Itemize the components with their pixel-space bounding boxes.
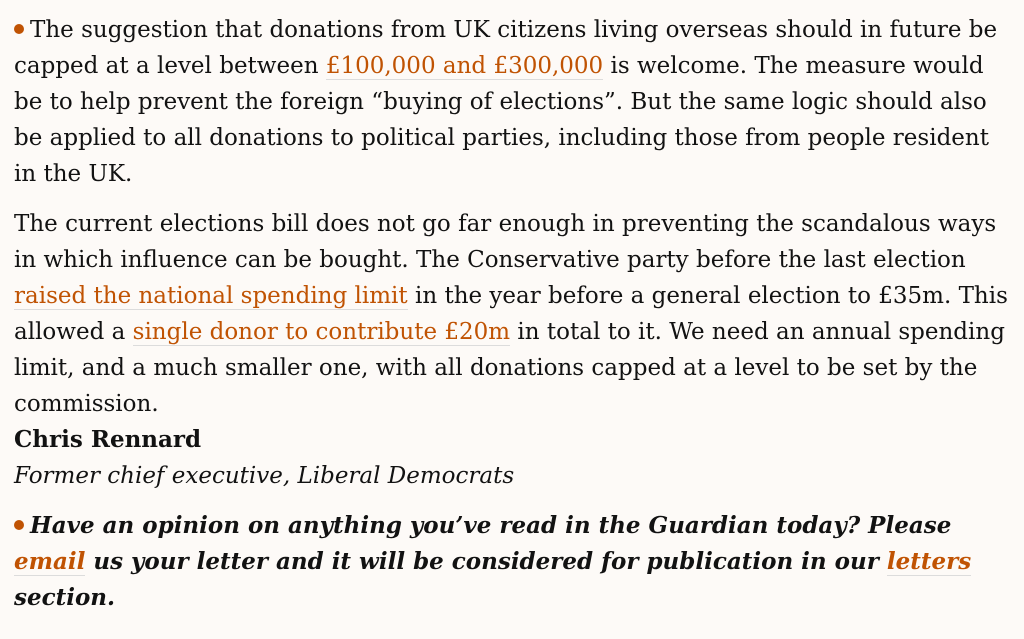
email-link[interactable]: email	[14, 548, 86, 575]
paragraph-1-text-after: is welcome. The measure would be to help prevent the foreign “buying of elections”. But the same logic should also be applied to all donations to political parties, including those from people resident in the UK.	[14, 53, 989, 187]
paragraph-2-text-2: in the year before a general election to £35m. This allowed a	[14, 283, 1008, 345]
paragraph-1-text-before: The suggestion that donations from UK citizens living overseas should in future be capped at a level between	[14, 17, 998, 79]
bullet-icon	[14, 24, 24, 34]
callout-text-2: us your letter and it will be considered for publication in our	[85, 548, 887, 575]
donation-cap-link[interactable]: £100,000 and £300,000	[325, 53, 604, 79]
callout-text-3: section.	[14, 584, 116, 611]
spending-limit-link[interactable]: raised the national spending limit	[14, 283, 408, 309]
letters-callout	[14, 508, 1010, 616]
letter-paragraph-2	[14, 206, 1010, 422]
callout-text-1: Have an opinion on anything you’ve read in the Guardian today? Please	[30, 512, 952, 539]
signature-title: Former chief executive, Liberal Democrats	[14, 463, 515, 489]
bullet-icon	[14, 520, 24, 530]
letters-section-link[interactable]: letters	[886, 548, 972, 575]
paragraph-2-text-1: The current elections bill does not go far enough in preventing the scandalous ways in which influence can be bought. The Conservative party before the last election	[14, 211, 997, 273]
paragraph-2-text-3: in total to it. We need an annual spending limit, and a much smaller one, with all donations capped at a level to be set by the commission.	[14, 319, 1005, 417]
signature-name: Chris Rennard	[14, 426, 202, 453]
single-donor-link[interactable]: single donor to contribute £20m	[132, 319, 511, 345]
letter-paragraph-1	[14, 12, 1010, 192]
